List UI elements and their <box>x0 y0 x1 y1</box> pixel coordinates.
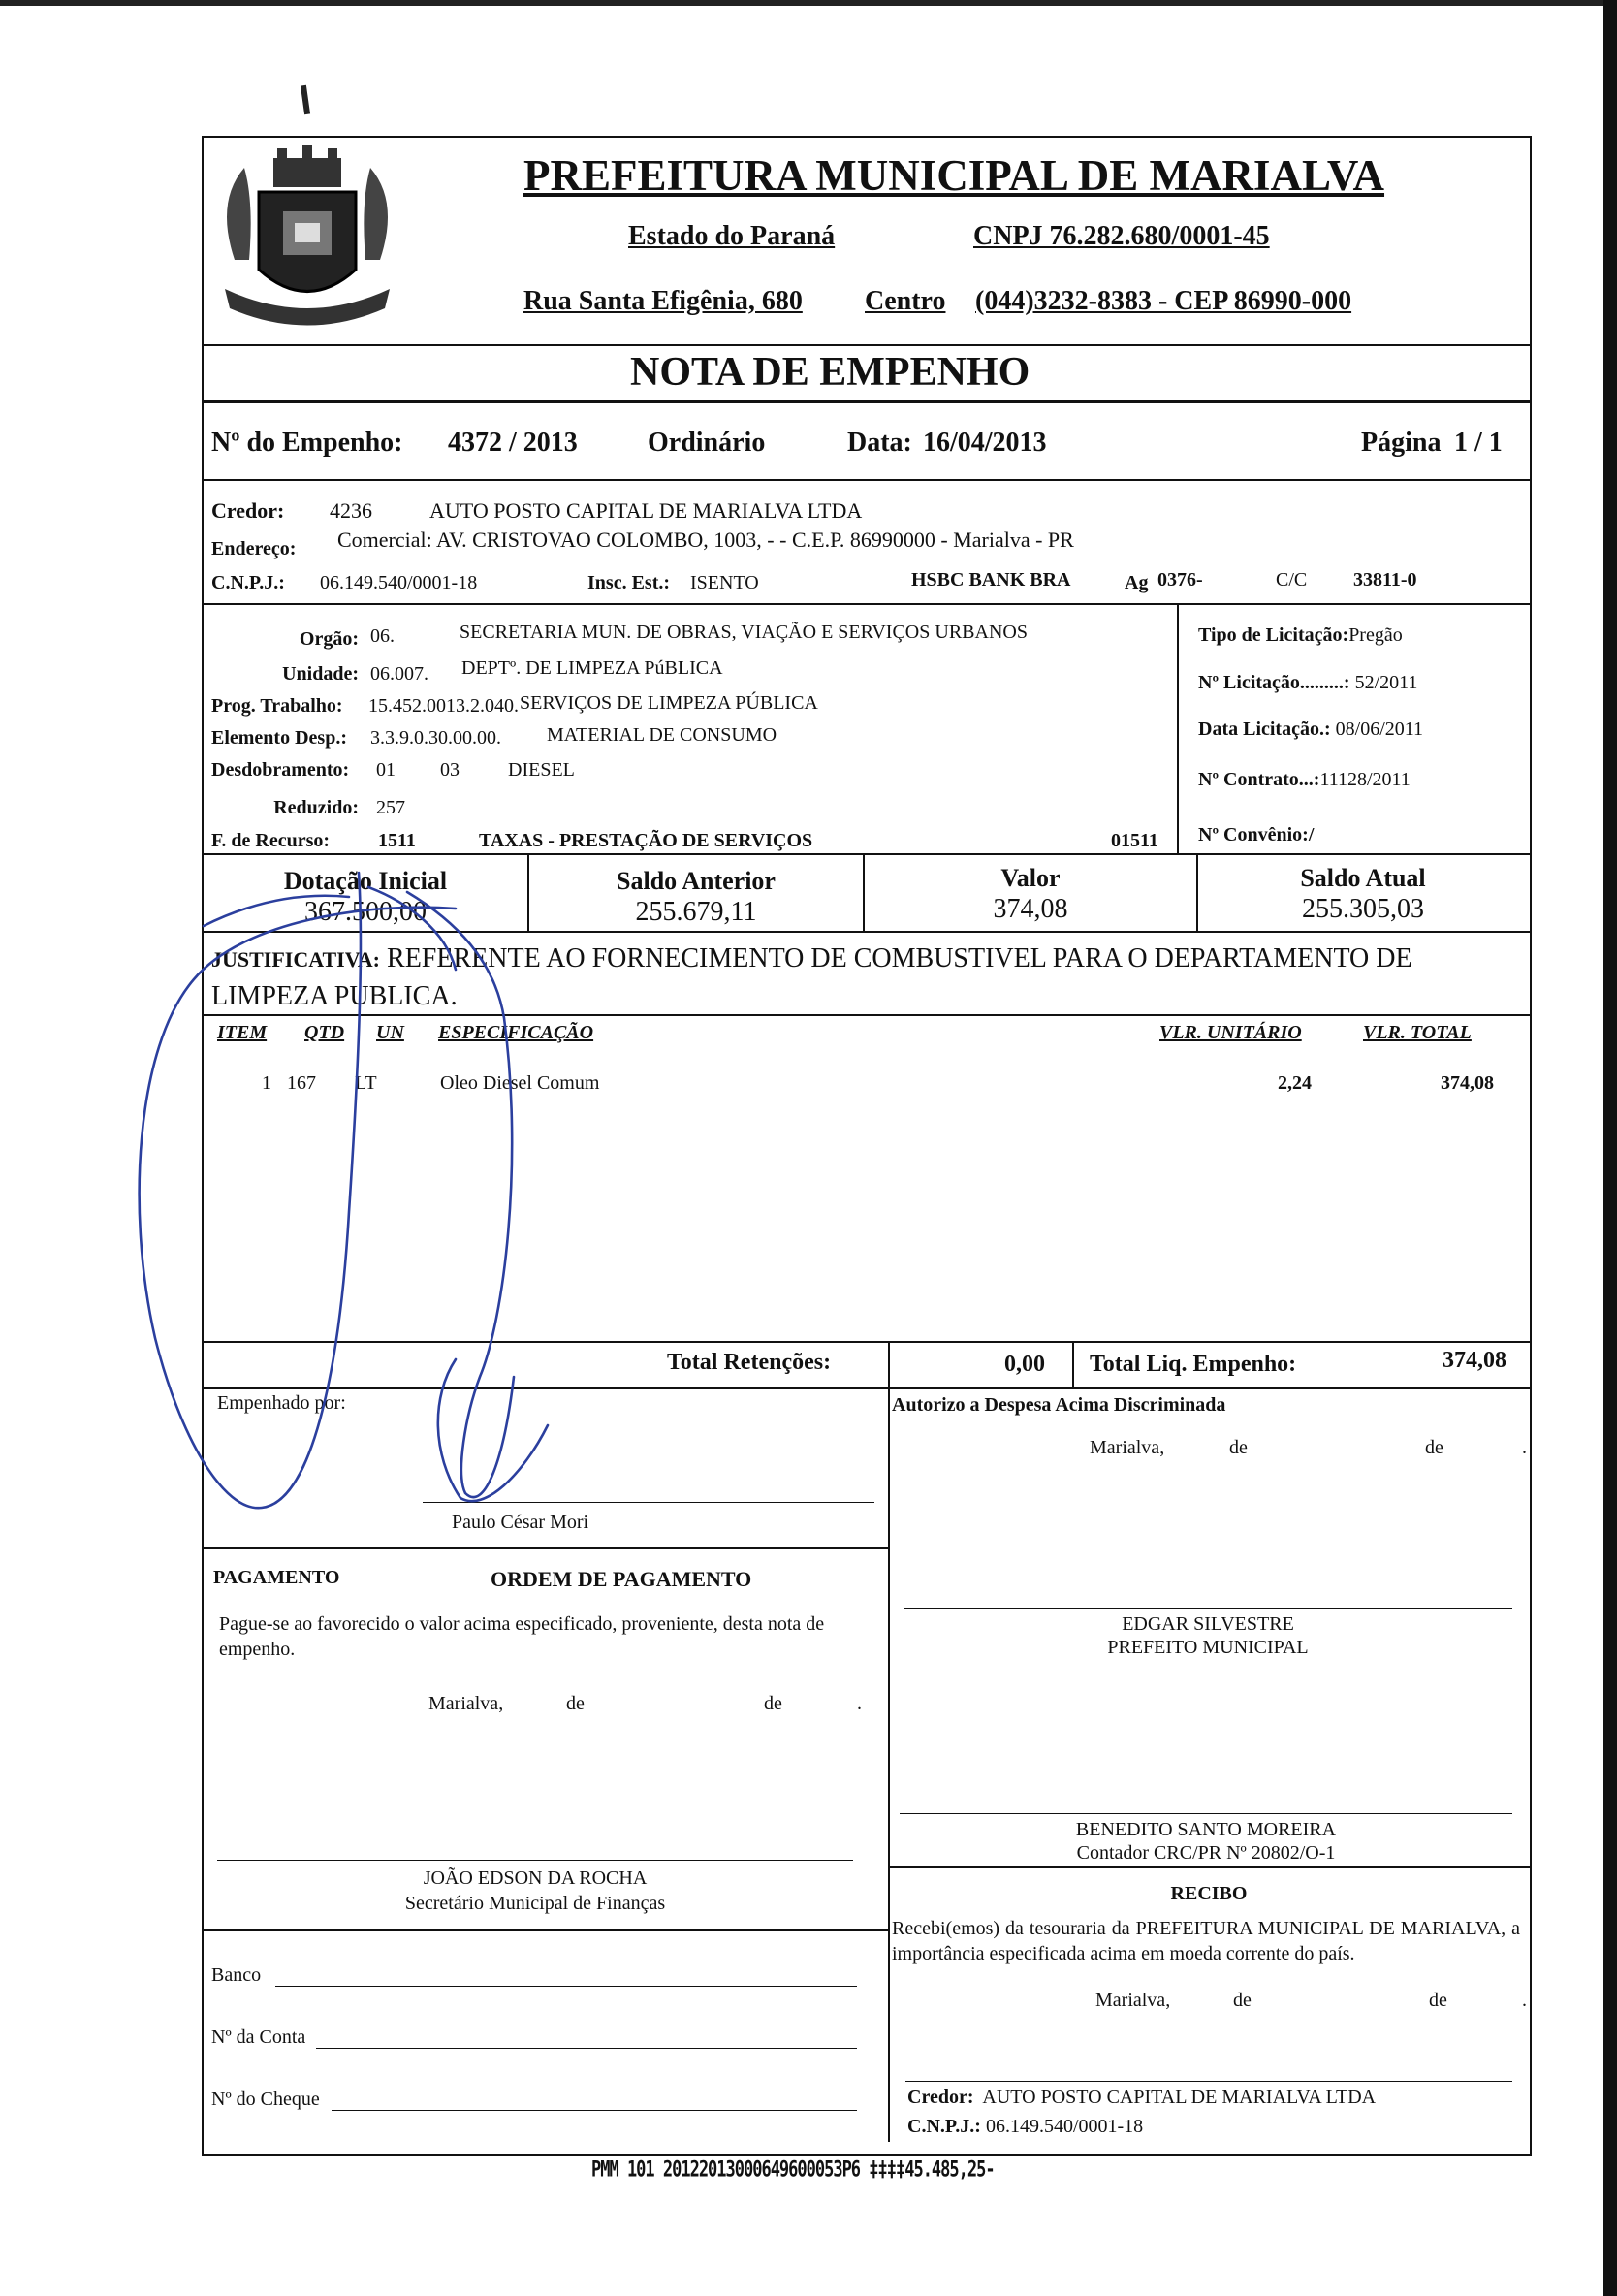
divider <box>202 853 1530 855</box>
credor-label: Credor: <box>211 498 285 523</box>
secretary-title: Secretário Municipal de Finanças <box>404 1893 666 1914</box>
prog-label: Prog. Trabalho: <box>211 695 343 717</box>
elemento-label: Elemento Desp.: <box>211 727 347 749</box>
licitacao-number: Nº Licitação.........: 52/2011 <box>1198 672 1418 693</box>
address-label: Endereço: <box>211 538 297 559</box>
elemento-name: MATERIAL DE CONSUMO <box>547 724 777 746</box>
licitacao-type: Tipo de Licitação:Pregão <box>1198 624 1403 646</box>
reduzido-label: Reduzido: <box>273 797 359 818</box>
scan-mark <box>301 85 310 115</box>
table-row-spec: Oleo Diesel Comum <box>440 1072 600 1094</box>
unidade-code: 06.007. <box>370 663 428 685</box>
insc-value: ISENTO <box>690 572 759 593</box>
empenho-number-label: Nº do Empenho: <box>211 428 403 458</box>
pagamento-de-1: de <box>566 1693 585 1714</box>
prefeitura-title: PREFEITURA MUNICIPAL DE MARIALVA <box>523 151 1385 200</box>
recibo-title: RECIBO <box>1170 1883 1248 1904</box>
divider <box>202 479 1530 481</box>
prog-code: 15.452.0013.2.040. <box>368 695 519 717</box>
recibo-de-2: de <box>1429 1990 1447 2011</box>
pagamento-text: Pague-se ao favorecido o valor acima especificado, proveniente, desta nota de empenho. <box>219 1613 825 1660</box>
empenhado-label: Empenhado por: <box>217 1392 346 1414</box>
divider <box>202 1341 1530 1343</box>
recibo-cnpj: C.N.P.J.: 06.149.540/0001-18 <box>907 2116 1144 2137</box>
pagamento-end: . <box>857 1693 862 1714</box>
saldo-anterior-label: Saldo Anterior <box>617 867 776 895</box>
divider <box>202 931 1530 933</box>
pagamento-city: Marialva, <box>428 1693 504 1714</box>
desdobramento-label: Desdobramento: <box>211 759 350 781</box>
conta-line <box>316 2048 857 2049</box>
liquido-value: 374,08 <box>1443 1348 1506 1373</box>
unidade-name: DEPTº. DE LIMPEZA PúBLICA <box>461 657 723 679</box>
autorizo-de-2: de <box>1425 1437 1443 1458</box>
credor-name: AUTO POSTO CAPITAL DE MARIALVA LTDA <box>429 498 863 523</box>
prog-name: SERVIÇOS DE LIMPEZA PÚBLICA <box>520 692 818 714</box>
empenho-type: Ordinário <box>648 428 766 458</box>
col-header-spec: ESPECIFICAÇÃO <box>438 1022 594 1043</box>
saldo-atual-label: Saldo Atual <box>1300 864 1426 892</box>
mayor-name: EDGAR SILVESTRE <box>1122 1613 1294 1635</box>
divider <box>202 344 1530 346</box>
scan-edge-right <box>1603 0 1617 2296</box>
credor-code: 4236 <box>330 498 372 523</box>
accountant-title: Contador CRC/PR Nº 20802/O-1 <box>1076 1842 1336 1864</box>
elemento-code: 3.3.9.0.30.00.00. <box>370 727 501 749</box>
empenho-date: 16/04/2013 <box>923 428 1047 458</box>
autorizo-city: Marialva, <box>1090 1437 1165 1458</box>
dotacao-label: Dotação Inicial <box>283 867 448 895</box>
recibo-city: Marialva, <box>1095 1990 1171 2011</box>
justificativa: JUSTIFICATIVA: REFERENTE AO FORNECIMENTO DE COMBUSTIVEL PARA O DEPARTAMENTO DE LIMPEZA PUBLICA. <box>211 943 1412 1011</box>
desdobramento-a: 01 <box>376 759 396 781</box>
secretary-name: JOÃO EDSON DA ROCHA <box>423 1867 648 1889</box>
conta-label: Nº da Conta <box>211 2026 306 2048</box>
divider <box>1072 1341 1074 1387</box>
banco-label: Banco <box>211 1964 262 1986</box>
saldo-anterior-value: 255.679,11 <box>635 897 757 927</box>
pagamento-de-2: de <box>764 1693 782 1714</box>
agency-value: 0376- <box>1157 569 1203 590</box>
unidade-label: Unidade: <box>282 663 359 685</box>
cheque-label: Nº do Cheque <box>211 2089 320 2110</box>
state-label: Estado do Paraná <box>628 221 836 251</box>
orgao-label: Orgão: <box>299 628 359 650</box>
retencoes-value: 0,00 <box>1004 1352 1045 1377</box>
divider <box>202 1929 890 1931</box>
recurso-code: 1511 <box>378 830 416 851</box>
district-label: Centro <box>865 286 946 316</box>
divider <box>202 1014 1530 1016</box>
recurso-name: TAXAS - PRESTAÇÃO DE SERVIÇOS <box>479 830 813 851</box>
signature-line <box>900 1813 1512 1814</box>
empenho-number: 4372 / 2013 <box>448 428 578 458</box>
recurso-label: F. de Recurso: <box>211 830 331 851</box>
street-label: Rua Santa Efigênia, 680 <box>523 286 803 316</box>
scan-edge-top <box>0 0 1617 6</box>
mayor-title: PREFEITO MUNICIPAL <box>1107 1637 1309 1658</box>
autorizo-de-1: de <box>1229 1437 1248 1458</box>
insc-label: Insc. Est.: <box>587 572 671 593</box>
divider <box>202 603 1530 605</box>
account-label: C/C <box>1276 569 1308 590</box>
divider <box>888 1866 1530 1868</box>
retencoes-label: Total Retenções: <box>667 1350 832 1375</box>
divider <box>202 1547 890 1549</box>
table-row-item: 1 <box>262 1072 271 1094</box>
contrato: Nº Contrato...:11128/2011 <box>1198 769 1411 790</box>
pagamento-label: PAGAMENTO <box>213 1567 340 1588</box>
account-value: 33811-0 <box>1353 569 1417 590</box>
autorizo-label: Autorizo a Despesa Acima Discriminada <box>892 1394 1226 1416</box>
banco-line <box>275 1986 857 1987</box>
convenio: Nº Convênio:/ <box>1198 824 1315 845</box>
valor-label: Valor <box>1000 864 1061 892</box>
machine-stamp: PMM 101 20122013000649600053P6 ‡‡‡‡45.485,25- <box>591 2157 995 2183</box>
divider <box>888 1341 890 1387</box>
liquido-label: Total Liq. Empenho: <box>1090 1352 1297 1377</box>
dotacao-value: 367.500,00 <box>304 897 427 927</box>
divider <box>202 1387 1530 1389</box>
col-header-un: UN <box>376 1022 404 1043</box>
document-title: NOTA DE EMPENHO <box>630 350 1030 395</box>
table-row-unit-value: 2,24 <box>1278 1072 1312 1094</box>
table-row-un: LT <box>355 1072 377 1094</box>
divider <box>888 1387 890 2142</box>
signature-line <box>904 1608 1512 1609</box>
recurso-code-2: 01511 <box>1111 830 1158 851</box>
ordem-pagamento-label: ORDEM DE PAGAMENTO <box>491 1567 752 1591</box>
credor-cnpj: 06.149.540/0001-18 <box>320 572 478 593</box>
divider <box>1177 603 1179 853</box>
valor-value: 374,08 <box>993 894 1068 924</box>
licitacao-date: Data Licitação.: 08/06/2011 <box>1198 718 1424 740</box>
desdobramento-b: 03 <box>440 759 460 781</box>
col-header-unit-value: VLR. UNITÁRIO <box>1159 1022 1302 1043</box>
orgao-code: 06. <box>370 625 395 647</box>
signature-line <box>217 1860 853 1861</box>
empenhado-signer: Paulo César Mori <box>452 1512 589 1533</box>
phone-cep-label: (044)3232-8383 - CEP 86990-000 <box>975 286 1352 316</box>
recibo-text: Recebi(emos) da tesouraria da PREFEITURA MUNICIPAL DE MARIALVA, a importância especificada acima em moeda corrente do país. <box>892 1918 1520 1964</box>
table-row-qtd: 167 <box>287 1072 316 1094</box>
saldo-atual-value: 255.305,03 <box>1302 894 1424 924</box>
signature-line <box>905 2081 1512 2082</box>
desdobramento-name: DIESEL <box>508 759 575 781</box>
agency-label: Ag <box>1125 572 1149 593</box>
recibo-de-1: de <box>1233 1990 1252 2011</box>
accountant-name: BENEDITO SANTO MOREIRA <box>1075 1819 1337 1840</box>
signature-line <box>423 1502 874 1503</box>
orgao-name: SECRETARIA MUN. DE OBRAS, VIAÇÃO E SERVIÇOS URBANOS <box>460 622 1028 643</box>
bank-name: HSBC BANK BRA <box>911 569 1071 590</box>
table-row-total-value: 374,08 <box>1441 1072 1494 1094</box>
autorizo-end: . <box>1522 1437 1527 1458</box>
divider <box>202 400 1530 403</box>
col-header-item: ITEM <box>217 1022 268 1043</box>
coat-of-arms-logo <box>206 144 409 337</box>
cheque-line <box>332 2110 857 2111</box>
empenho-date-label: Data: <box>847 428 912 458</box>
reduzido-value: 257 <box>376 797 405 818</box>
col-header-total-value: VLR. TOTAL <box>1363 1022 1472 1043</box>
credor-address: Comercial: AV. CRISTOVAO COLOMBO, 1003, - - C.E.P. 86990000 - Marialva - PR <box>337 527 1074 552</box>
recibo-end: . <box>1522 1990 1527 2011</box>
col-header-qtd: QTD <box>304 1022 345 1043</box>
cnpj-field-label: C.N.P.J.: <box>211 572 285 593</box>
page-label: Página <box>1361 428 1442 458</box>
recibo-credor: Credor: AUTO POSTO CAPITAL DE MARIALVA LTDA <box>907 2087 1377 2108</box>
cnpj-label: CNPJ 76.282.680/0001-45 <box>973 221 1270 251</box>
page-number: 1 / 1 <box>1454 428 1503 458</box>
